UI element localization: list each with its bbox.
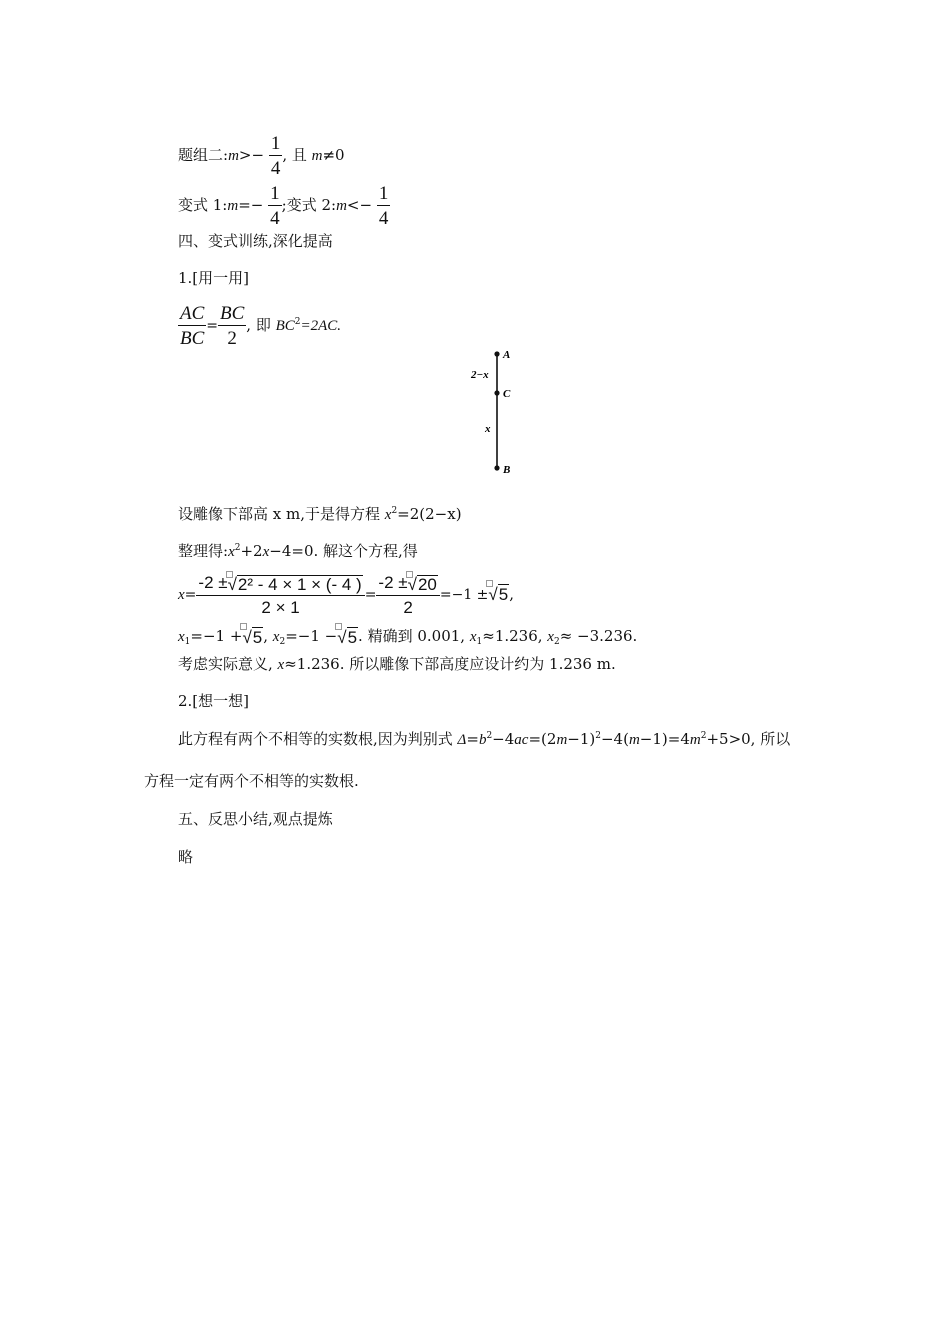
sub-heading-use: 1.[用一用] — [178, 269, 250, 287]
point-a — [494, 351, 499, 356]
fraction: $\frac{AC}{BC}$ — [180, 303, 205, 349]
line-discriminant: 此方程有两个不相等的实数根,因为判别式 $\Delta=b^2-4ac=(2m-1)^2-4(m-1)=4m^2+5>0$, 所以 — [178, 730, 791, 748]
label-a: A — [503, 349, 511, 361]
line-roots: $x_1=-1$ + √ 5 , $x_2=-1$ − √ 5 . 精确到 0.001, $x_1\approx 1.236$, $x_2\approx -3.236$. — [178, 625, 637, 648]
fraction: -2 ± √ 2² - 4 × 1 × (- 4 ) 2 × 1 — [196, 574, 364, 616]
section-heading-4: 四、变式训练,深化提高 — [178, 232, 333, 250]
radical: √ 5 — [488, 584, 509, 605]
line-quadratic-formula: x= -2 ± √ 2² - 4 × 1 × (- 4 ) 2 × 1 = -2 ± √ 20 2 =−1 ± √ 5 , — [178, 574, 514, 616]
fraction: $\frac{BC}{2}$ — [220, 303, 245, 349]
radical: √ 5 — [337, 627, 358, 648]
section-heading-5: 五、反思小结,观点提炼 — [178, 810, 333, 828]
radical: √ 20 — [408, 575, 438, 593]
line-practical-meaning: 考虑实际意义, x≈1.236. 所以雕像下部高度应设计约为 1.236 m. — [178, 655, 616, 673]
fraction: $\frac{1}{4}$ — [378, 183, 389, 229]
line-rearrange: 整理得$:x^2+2x-4=0$. 解这个方程,得 — [178, 542, 418, 560]
line-group-two: 题组二:m>− $\frac{1}{4}$ , 且 m≠0 — [178, 133, 345, 179]
line-omitted: 略 — [178, 848, 194, 866]
point-c — [494, 390, 499, 395]
fraction: $\frac{1}{4}$ — [270, 183, 280, 229]
sub-heading-think: 2.[想一想] — [178, 692, 250, 710]
label-seg-bottom: x — [485, 423, 491, 435]
line-conclusion: 方程一定有两个不相等的实数根. — [144, 772, 359, 790]
fraction: $\frac{1}{4}$ — [270, 133, 281, 179]
label-c: C — [503, 388, 511, 400]
radical: √ 2² - 4 × 1 × (- 4 ) — [228, 575, 363, 593]
fraction: -2 ± √ 20 2 — [376, 574, 439, 616]
point-b — [494, 465, 499, 470]
label-seg-top: 2−x — [471, 369, 489, 381]
label-b: B — [503, 464, 511, 476]
line-variants: 变式 1:m=− $\frac{1}{4}$ ;变式 2:m<− $\frac{1}{4}$ — [178, 183, 389, 229]
radical: √ 5 — [242, 627, 263, 648]
segment-diagram — [460, 345, 540, 480]
line-set-equation: 设雕像下部高 x m,于是得方程 $x^2=2(2-x)$ — [178, 505, 462, 523]
line-ratio: $\frac{AC}{BC}$ = $\frac{BC}{2}$ , 即 $BC^2=2AC$. — [180, 303, 342, 349]
